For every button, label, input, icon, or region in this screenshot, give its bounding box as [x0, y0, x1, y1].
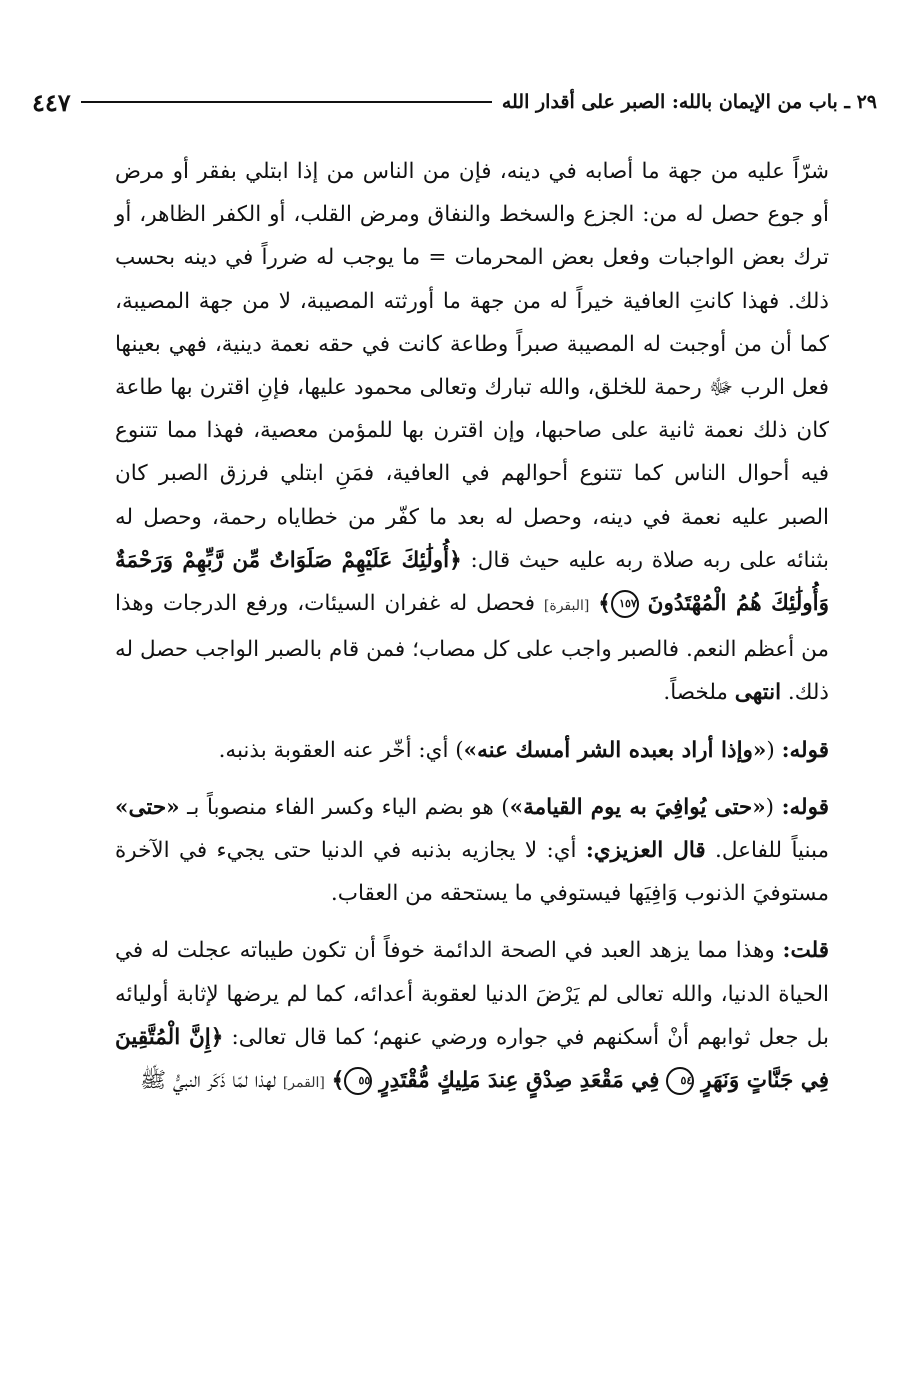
paragraph-3	[115, 786, 829, 916]
surah-reference: [البقرة]	[543, 598, 590, 615]
body-text: فحصل له غفران السيئات، ورفع الدرجات وهذا من أعظم النعم. فالصبر واجب على كل مصاب؛ فمن قام بالصبر الواجب حصل له ذلك.	[115, 591, 829, 706]
header-rule	[81, 101, 492, 103]
body-text: ) هو بضم الياء وكسر الفاء منصوباً بـ	[179, 794, 510, 820]
verse-number-marker: ١٥٧	[611, 590, 639, 618]
lead-word: قوله:	[781, 794, 829, 820]
quran-bracket: ﴾	[331, 1068, 345, 1094]
body-text: وهذا مما يزهد العبد في الصحة الدائمة خوفاً أن تكون طيباته عجلت له في الحياة الدنيا، والله تعالى لم يَرْضَ الدنيا لعقوبة أعدائه، كما لم يرضها لإثابة أوليائه بل جعل ثوابهم أنْ أسكنهم في جواره ورضي عنهم؛ كما قال تعالى:	[115, 938, 829, 1050]
hadith-quote: «وإذا أراد بعبده الشر أمسك عنه»	[463, 737, 767, 763]
lead-word: قلت:	[782, 938, 829, 964]
quran-verse: فِي مَقْعَدِ صِدْقٍ عِندَ مَلِيكٍ مُّقْتَدِرٍ	[379, 1068, 660, 1094]
body-text: ملخصاً.	[663, 680, 735, 706]
chapter-title: ٢٩ ـ باب من الإيمان بالله: الصبر على أقدار الله	[501, 91, 877, 113]
page-header	[32, 84, 877, 120]
body-text: لهذا لمّا ذَكَر النبيُّ ﷺ	[140, 1068, 283, 1094]
paragraph-1	[115, 150, 829, 715]
page-number: ٤٤٧	[32, 87, 71, 117]
quran-verse: ﴿إِنَّ الْمُتَّقِينَ فِي جَنَّاتٍ وَنَهَرٍ	[115, 1024, 829, 1094]
quran-verse: ﴿أُولَٰئِكَ عَلَيْهِمْ صَلَوَاتٌ مِّن رَّبِّهِمْ وَرَحْمَةٌ وَأُولَٰئِكَ هُمُ الْمُهْتَدُونَ	[115, 547, 829, 617]
body-text: مبنياً للفاعل.	[705, 838, 829, 864]
quran-bracket: ﴾	[598, 591, 611, 617]
verse-number-marker: ٥٤	[666, 1067, 694, 1095]
body-text: ) أي: أخّر عنه العقوبة بذنبه.	[218, 737, 464, 763]
paragraph-2	[115, 729, 829, 772]
page-body	[115, 150, 829, 1105]
hadith-quote: «حتى يُوافِيَ به يوم القيامة»	[509, 794, 766, 820]
paragraph-4	[115, 929, 829, 1105]
lead-word: قوله:	[781, 737, 829, 763]
body-text: (	[766, 737, 782, 763]
surah-reference: [القمر]	[282, 1075, 325, 1092]
verse-number-marker: ٥٥	[344, 1067, 372, 1095]
body-text: شرّاً عليه من جهة ما أصابه في دينه، فإن من الناس من إذا ابتلي بفقر أو مرض أو جوع حصل له من: الجزع والسخط والنفاق ومرض القلب، أو الكفر الظاهر، أو ترك بعض الواجبات وفعل بعض المحرمات = ما يوجب له ضرراً في دينه بحسب ذلك. فهذا كانتِ العافية خيراً له من جهة ما أورثته المصيبة، لا من جهة المصيبة، كما أن من أوجبت له المصيبة صبراً وطاعة كانت في حقه نعمة دينية، فهي بعينها فعل الرب ﷻ رحمة للخلق، والله تبارك وتعالى محمود عليها، فإنِ اقترن بها طاعة كان ذلك نعمة ثانية على صاحبها، وإن اقترن بها للمؤمن معصية، فهذا مما تتنوع فيه أحوال الناس كما تتنوع أحوالهم في العافية، فمَنِ ابتلي فرزق الصبر كان الصبر عليه نعمة في دينه، وحصل له بعد ما كفّر من خطاياه رحمة، وحصل له بثنائه على ربه صلاة ربه عليه حيث قال:	[115, 159, 829, 573]
body-text: (	[765, 794, 782, 820]
body-text: أي: لا يجازيه بذنبه في الدنيا حتى يجيء في الآخرة مستوفيَ الذنوب وَافِيَها فيستوفي ما يستحقه من العقاب.	[115, 838, 829, 907]
quoted-word: «حتى»	[115, 794, 180, 820]
end-quote-marker: انتهى	[734, 680, 782, 706]
scholar-citation: قال العزيزي:	[585, 838, 706, 864]
